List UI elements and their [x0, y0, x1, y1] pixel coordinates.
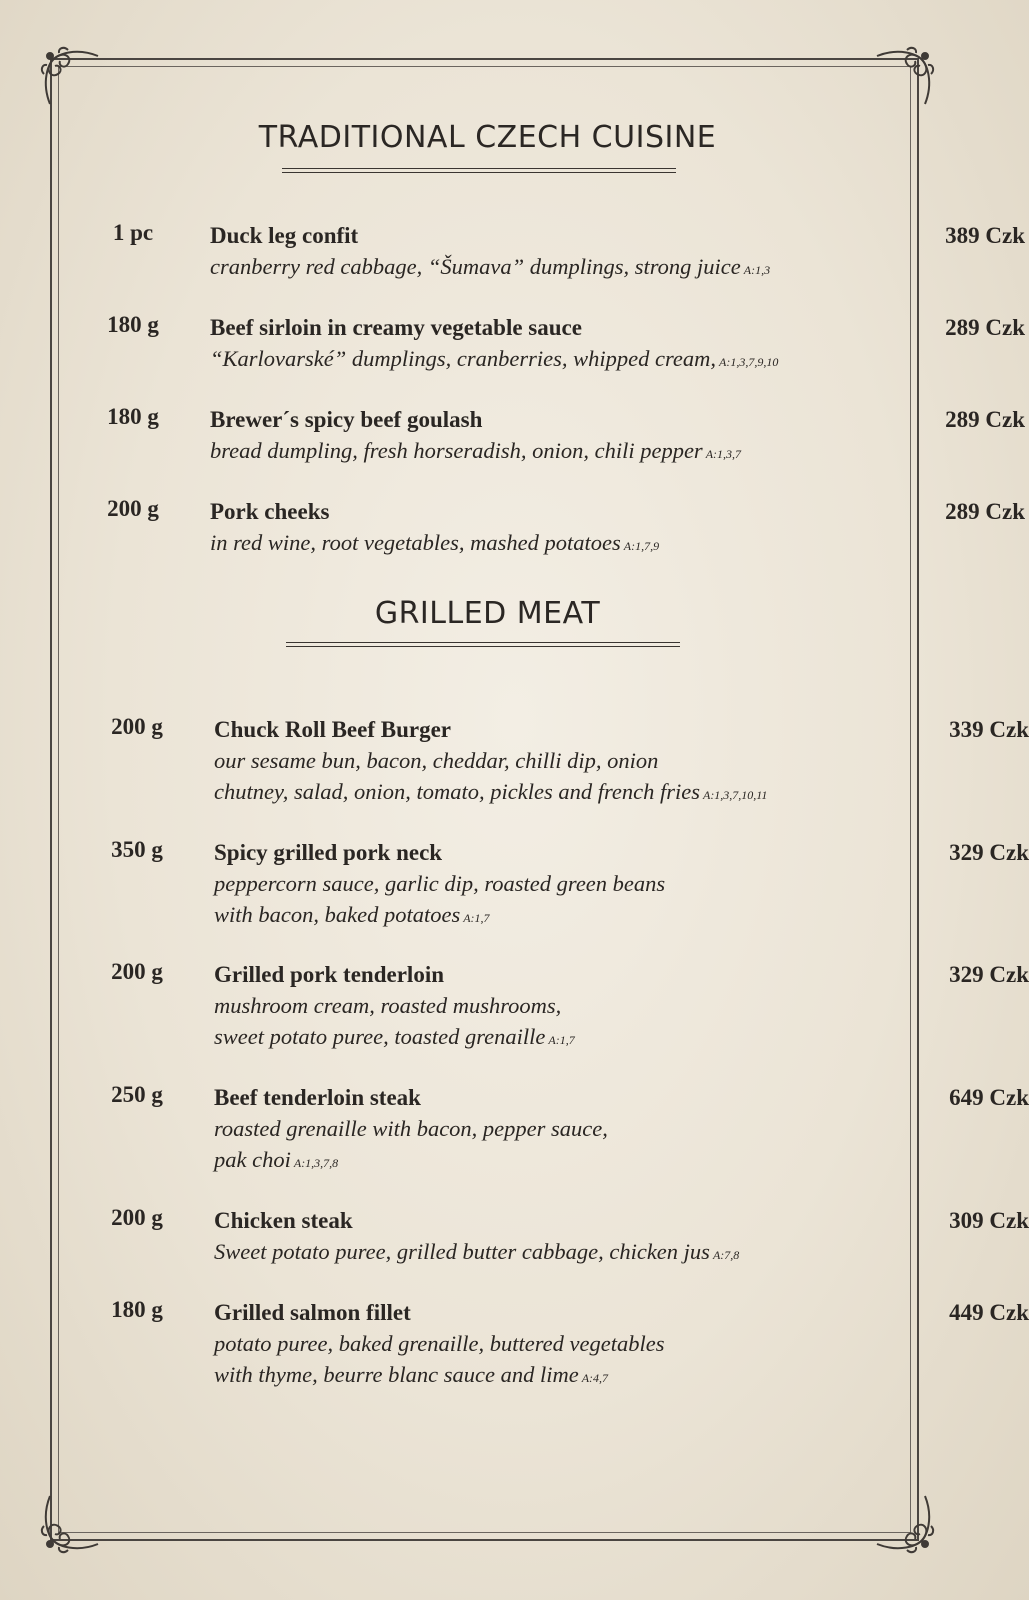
item-name: Duck leg confit — [210, 223, 359, 248]
menu-item-pork-tenderloin — [111, 959, 1029, 1056]
item-allergens: A:1,7 — [463, 911, 490, 925]
item-price: 289 Czk — [945, 315, 1025, 340]
item-weight: 250 g — [111, 1082, 163, 1107]
item-description: Sweet potato puree, grilled butter cabbage, chicken jus A:7,8 — [214, 1239, 740, 1264]
corner-ornament-icon — [38, 44, 106, 112]
item-description: sweet potato puree, toasted grenaille A:1,7 — [214, 1024, 575, 1049]
item-price: 389 Czk — [945, 223, 1025, 248]
item-price: 449 Czk — [949, 1300, 1029, 1325]
item-price: 309 Czk — [949, 1208, 1029, 1233]
item-description: with thyme, beurre blanc sauce and lime A:4,7 — [214, 1362, 609, 1387]
menu-item-duck-leg-confit — [112, 220, 1025, 286]
item-price: 289 Czk — [945, 499, 1025, 524]
menu-item-beef-burger — [111, 714, 1029, 811]
item-name: Beef tenderloin steak — [214, 1085, 421, 1110]
item-weight: 1 pc — [112, 220, 154, 245]
item-description: peppercorn sauce, garlic dip, roasted green beans — [214, 871, 666, 896]
item-name: Beef sirloin in creamy vegetable sauce — [210, 315, 582, 340]
item-description: bread dumpling, fresh horseradish, onion, chili pepper A:1,3,7 — [210, 438, 742, 463]
title-underline — [286, 642, 680, 648]
section-title-czech-cuisine: TRADITIONAL CZECH CUISINE — [258, 120, 717, 155]
item-weight: 180 g — [111, 1297, 163, 1322]
item-allergens: A:1,3,7,8 — [293, 1156, 339, 1170]
item-price: 649 Czk — [949, 1085, 1029, 1110]
item-allergens: A:1,3,7,10,11 — [702, 788, 768, 802]
item-description: chutney, salad, onion, tomato, pickles and french fries A:1,3,7,10,11 — [214, 779, 768, 804]
section-title-grilled-meat: GRILLED MEAT — [374, 596, 601, 631]
item-allergens: A:4,7 — [581, 1371, 609, 1385]
item-allergens: A:1,7,9 — [623, 539, 660, 553]
item-name: Pork cheeks — [210, 499, 330, 524]
item-name: Chicken steak — [214, 1208, 353, 1233]
corner-ornament-icon — [38, 1488, 106, 1556]
item-description: with bacon, baked potatoes A:1,7 — [214, 902, 490, 927]
item-allergens: A:1,3,7 — [705, 447, 742, 461]
item-price: 339 Czk — [949, 717, 1029, 742]
item-weight: 200 g — [111, 1205, 163, 1230]
corner-ornament-icon — [869, 44, 937, 112]
item-name: Spicy grilled pork neck — [214, 840, 443, 865]
item-description: “Karlovarské” dumplings, cranberries, whipped cream, A:1,3,7,9,10 — [210, 346, 779, 371]
item-description: roasted grenaille with bacon, pepper sauce, — [214, 1116, 608, 1141]
menu-item-chicken-steak — [111, 1205, 1029, 1271]
item-description: pak choi A:1,3,7,8 — [214, 1147, 339, 1172]
item-name: Grilled salmon fillet — [214, 1300, 411, 1325]
item-weight: 200 g — [111, 714, 163, 739]
item-description: mushroom cream, roasted mushrooms, — [214, 993, 562, 1018]
corner-ornament-icon — [869, 1488, 937, 1556]
item-name: Brewer´s spicy beef goulash — [210, 407, 483, 432]
item-name: Grilled pork tenderloin — [214, 962, 444, 987]
menu-item-pork-neck — [111, 837, 1029, 934]
item-price: 289 Czk — [945, 407, 1025, 432]
item-description: our sesame bun, bacon, cheddar, chilli dip, onion — [214, 748, 659, 773]
item-allergens: A:1,3,7,9,10 — [719, 355, 779, 369]
item-price: 329 Czk — [949, 962, 1029, 987]
item-weight: 180 g — [107, 312, 159, 337]
menu-item-beef-tenderloin-steak — [111, 1082, 1029, 1179]
item-weight: 180 g — [107, 404, 159, 429]
menu-item-beef-goulash — [107, 404, 1025, 470]
menu-item-beef-sirloin — [107, 312, 1025, 378]
item-description: cranberry red cabbage, “Šumava” dumplings, strong juice A:1,3 — [210, 254, 771, 279]
item-weight: 200 g — [107, 496, 159, 521]
item-description: potato puree, baked grenaille, buttered vegetables — [214, 1331, 665, 1356]
menu-item-salmon-fillet — [111, 1297, 1029, 1394]
item-weight: 350 g — [111, 837, 163, 862]
item-price: 329 Czk — [949, 840, 1029, 865]
item-allergens: A:7,8 — [712, 1248, 740, 1262]
item-name: Chuck Roll Beef Burger — [214, 717, 452, 742]
item-allergens: A:1,3 — [743, 263, 771, 277]
item-allergens: A:1,7 — [548, 1033, 575, 1047]
item-weight: 200 g — [111, 959, 163, 984]
item-description: in red wine, root vegetables, mashed potatoes A:1,7,9 — [210, 530, 660, 555]
menu-item-pork-cheeks — [107, 496, 1025, 562]
title-underline — [282, 168, 676, 174]
